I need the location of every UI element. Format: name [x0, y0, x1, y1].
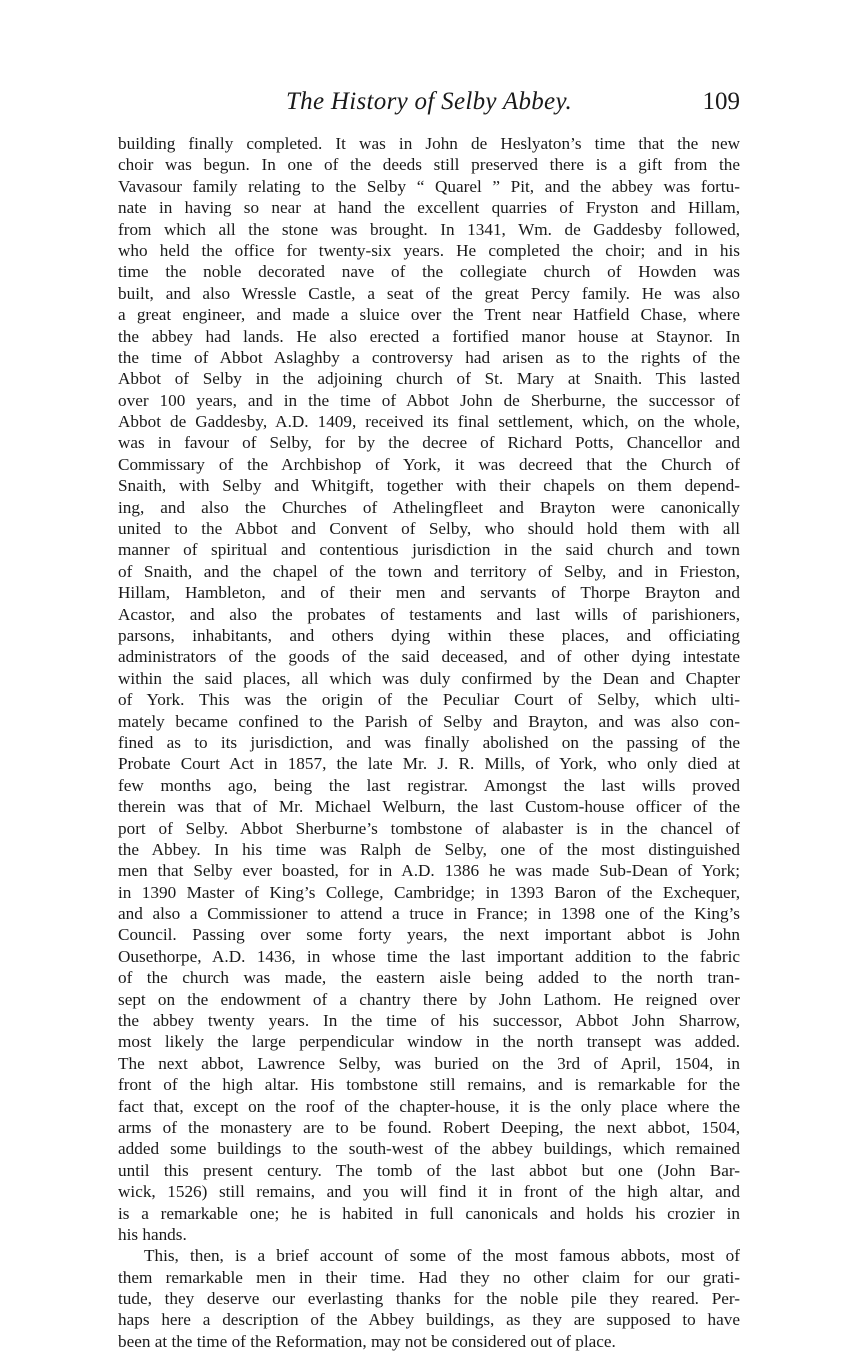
running-title: The History of Selby Abbey.	[285, 88, 573, 115]
text-line: Abbot of Selby in the adjoining church of St. Mary at Snaith. This lasted	[118, 369, 740, 389]
text-line: of York. This was the origin of the Peculiar Court of Selby, which ulti-	[118, 690, 740, 710]
text-line: Acastor, and also the probates of testaments and last wills of parishioners,	[118, 604, 740, 624]
text-line: fact that, except on the roof of the chapter-house, it is the only place where the	[118, 1096, 740, 1116]
text-line: nate in having so near at hand the excellent quarries of Fryston and Hillam,	[118, 198, 740, 218]
text-line: arms of the monastery are to be found. Robert Deeping, the next abbot, 1504,	[118, 1117, 740, 1137]
text-line: united to the Abbot and Convent of Selby, who should hold them with all	[118, 519, 740, 539]
text-line: Abbot de Gaddesby, A.D. 1409, received its final settlement, which, on the whole,	[118, 412, 740, 432]
text-line: port of Selby. Abbot Sherburne’s tombstone of alabaster is in the chancel of	[118, 818, 740, 838]
text-line: Council. Passing over some forty years, the next important abbot is John	[118, 925, 740, 945]
text-line: few months ago, being the last registrar. Amongst the last wills proved	[118, 775, 740, 795]
text-line: time the noble decorated nave of the collegiate church of Howden was	[118, 262, 740, 282]
text-line: This, then, is a brief account of some of the most famous abbots, most of	[144, 1246, 740, 1266]
text-line: Ousethorpe, A.D. 1436, in whose time the last important addition to the fabric	[118, 946, 740, 966]
text-line: tude, they deserve our everlasting thanks for the noble pile they reared. Per-	[118, 1289, 740, 1309]
text-line: been at the time of the Reformation, may not be considered out of place.	[118, 1331, 616, 1351]
text-line: and also a Commissioner to attend a truce in France; in 1398 one of the King’s	[118, 904, 740, 924]
text-line: a great engineer, and made a sluice over the Trent near Hatfield Chase, where	[118, 305, 740, 325]
running-head	[118, 88, 740, 122]
text-line: haps here a description of the Abbey buildings, as they are supposed to have	[118, 1310, 740, 1330]
text-line: Vavasour family relating to the Selby “ Quarel ” Pit, and the abbey was fortu-	[118, 176, 740, 196]
text-line: his hands.	[118, 1224, 187, 1244]
text-line: manner of spiritual and contentious jurisdiction in the said church and town	[118, 540, 740, 560]
text-line: within the said places, all which was duly confirmed by the Dean and Chapter	[118, 668, 740, 688]
text-line: Snaith, with Selby and Whitgift, together with their chapels on them depend-	[118, 476, 740, 496]
text-line: mately became confined to the Parish of Selby and Brayton, and was also con-	[118, 711, 740, 731]
text-line: of the church was made, the eastern aisle being added to the north tran-	[118, 968, 740, 988]
text-line: the abbey twenty years. In the time of his successor, Abbot John Sharrow,	[118, 1011, 740, 1031]
text-line: Commissary of the Archbishop of York, it was decreed that the Church of	[118, 454, 740, 474]
text-line: ing, and also the Churches of Athelingfleet and Brayton were canonically	[118, 497, 740, 517]
text-line: the time of Abbot Aslaghby a controversy had arisen as to the rights of the	[118, 347, 740, 367]
text-line: them remarkable men in their time. Had they no other claim for our grati-	[118, 1267, 740, 1287]
text-line: The next abbot, Lawrence Selby, was buried on the 3rd of April, 1504, in	[118, 1053, 740, 1073]
paragraph	[118, 1245, 740, 1352]
text-line: is a remarkable one; he is habited in full canonicals and holds his crozier in	[118, 1203, 740, 1223]
text-line: who held the office for twenty-six years. He completed the choir; and in his	[118, 240, 740, 260]
text-line: therein was that of Mr. Michael Welburn, the last Custom-house officer of the	[118, 797, 740, 817]
text-line: built, and also Wressle Castle, a seat of the great Percy family. He was also	[118, 283, 740, 303]
text-line: administrators of the goods of the said deceased, and of other dying intestate	[118, 647, 740, 667]
text-line: of Snaith, and the chapel of the town and territory of Selby, and in Frieston,	[118, 561, 740, 581]
text-line: in 1390 Master of King’s College, Cambridge; in 1393 Baron of the Exchequer,	[118, 882, 740, 902]
text-line: Probate Court Act in 1857, the late Mr. J. R. Mills, of York, who only died at	[118, 754, 740, 774]
text-line: until this present century. The tomb of the last abbot but one (John Bar-	[118, 1160, 740, 1180]
text-line: building finally completed. It was in John de Heslyaton’s time that the new	[118, 134, 740, 153]
text-line: fined as to its jurisdiction, and was finally abolished on the passing of the	[118, 732, 740, 752]
text-line: Hillam, Hambleton, and of their men and servants of Thorpe Brayton and	[118, 583, 740, 603]
text-line: added some buildings to the south-west of the abbey buildings, which remained	[118, 1139, 740, 1159]
text-line: parsons, inhabitants, and others dying within these places, and officiating	[118, 625, 740, 645]
text-line: over 100 years, and in the time of Abbot John de Sherburne, the successor of	[118, 390, 740, 410]
text-line: front of the high altar. His tombstone still remains, and is remarkable for the	[118, 1075, 740, 1095]
paragraph	[118, 133, 740, 1245]
text-line: the abbey had lands. He also erected a fortified manor house at Staynor. In	[118, 326, 740, 346]
text-line: from which all the stone was brought. In 1341, Wm. de Gaddesby followed,	[118, 219, 740, 239]
text-line: most likely the large perpendicular window in the north transept was added.	[118, 1032, 740, 1052]
text-line: sept on the endowment of a chantry there by John Lathom. He reigned over	[118, 989, 740, 1009]
text-line: the Abbey. In his time was Ralph de Selby, one of the most distinguished	[118, 839, 740, 859]
text-line: was in favour of Selby, for by the decree of Richard Potts, Chancellor and	[118, 433, 740, 453]
body-text	[118, 133, 740, 1352]
text-line: choir was begun. In one of the deeds still preserved there is a gift from the	[118, 155, 740, 175]
text-line: wick, 1526) still remains, and you will find it in front of the high altar, and	[118, 1182, 740, 1202]
page-number: 109	[702, 88, 740, 115]
text-line: men that Selby ever boasted, for in A.D. 1386 he was made Sub-Dean of York;	[118, 861, 740, 881]
